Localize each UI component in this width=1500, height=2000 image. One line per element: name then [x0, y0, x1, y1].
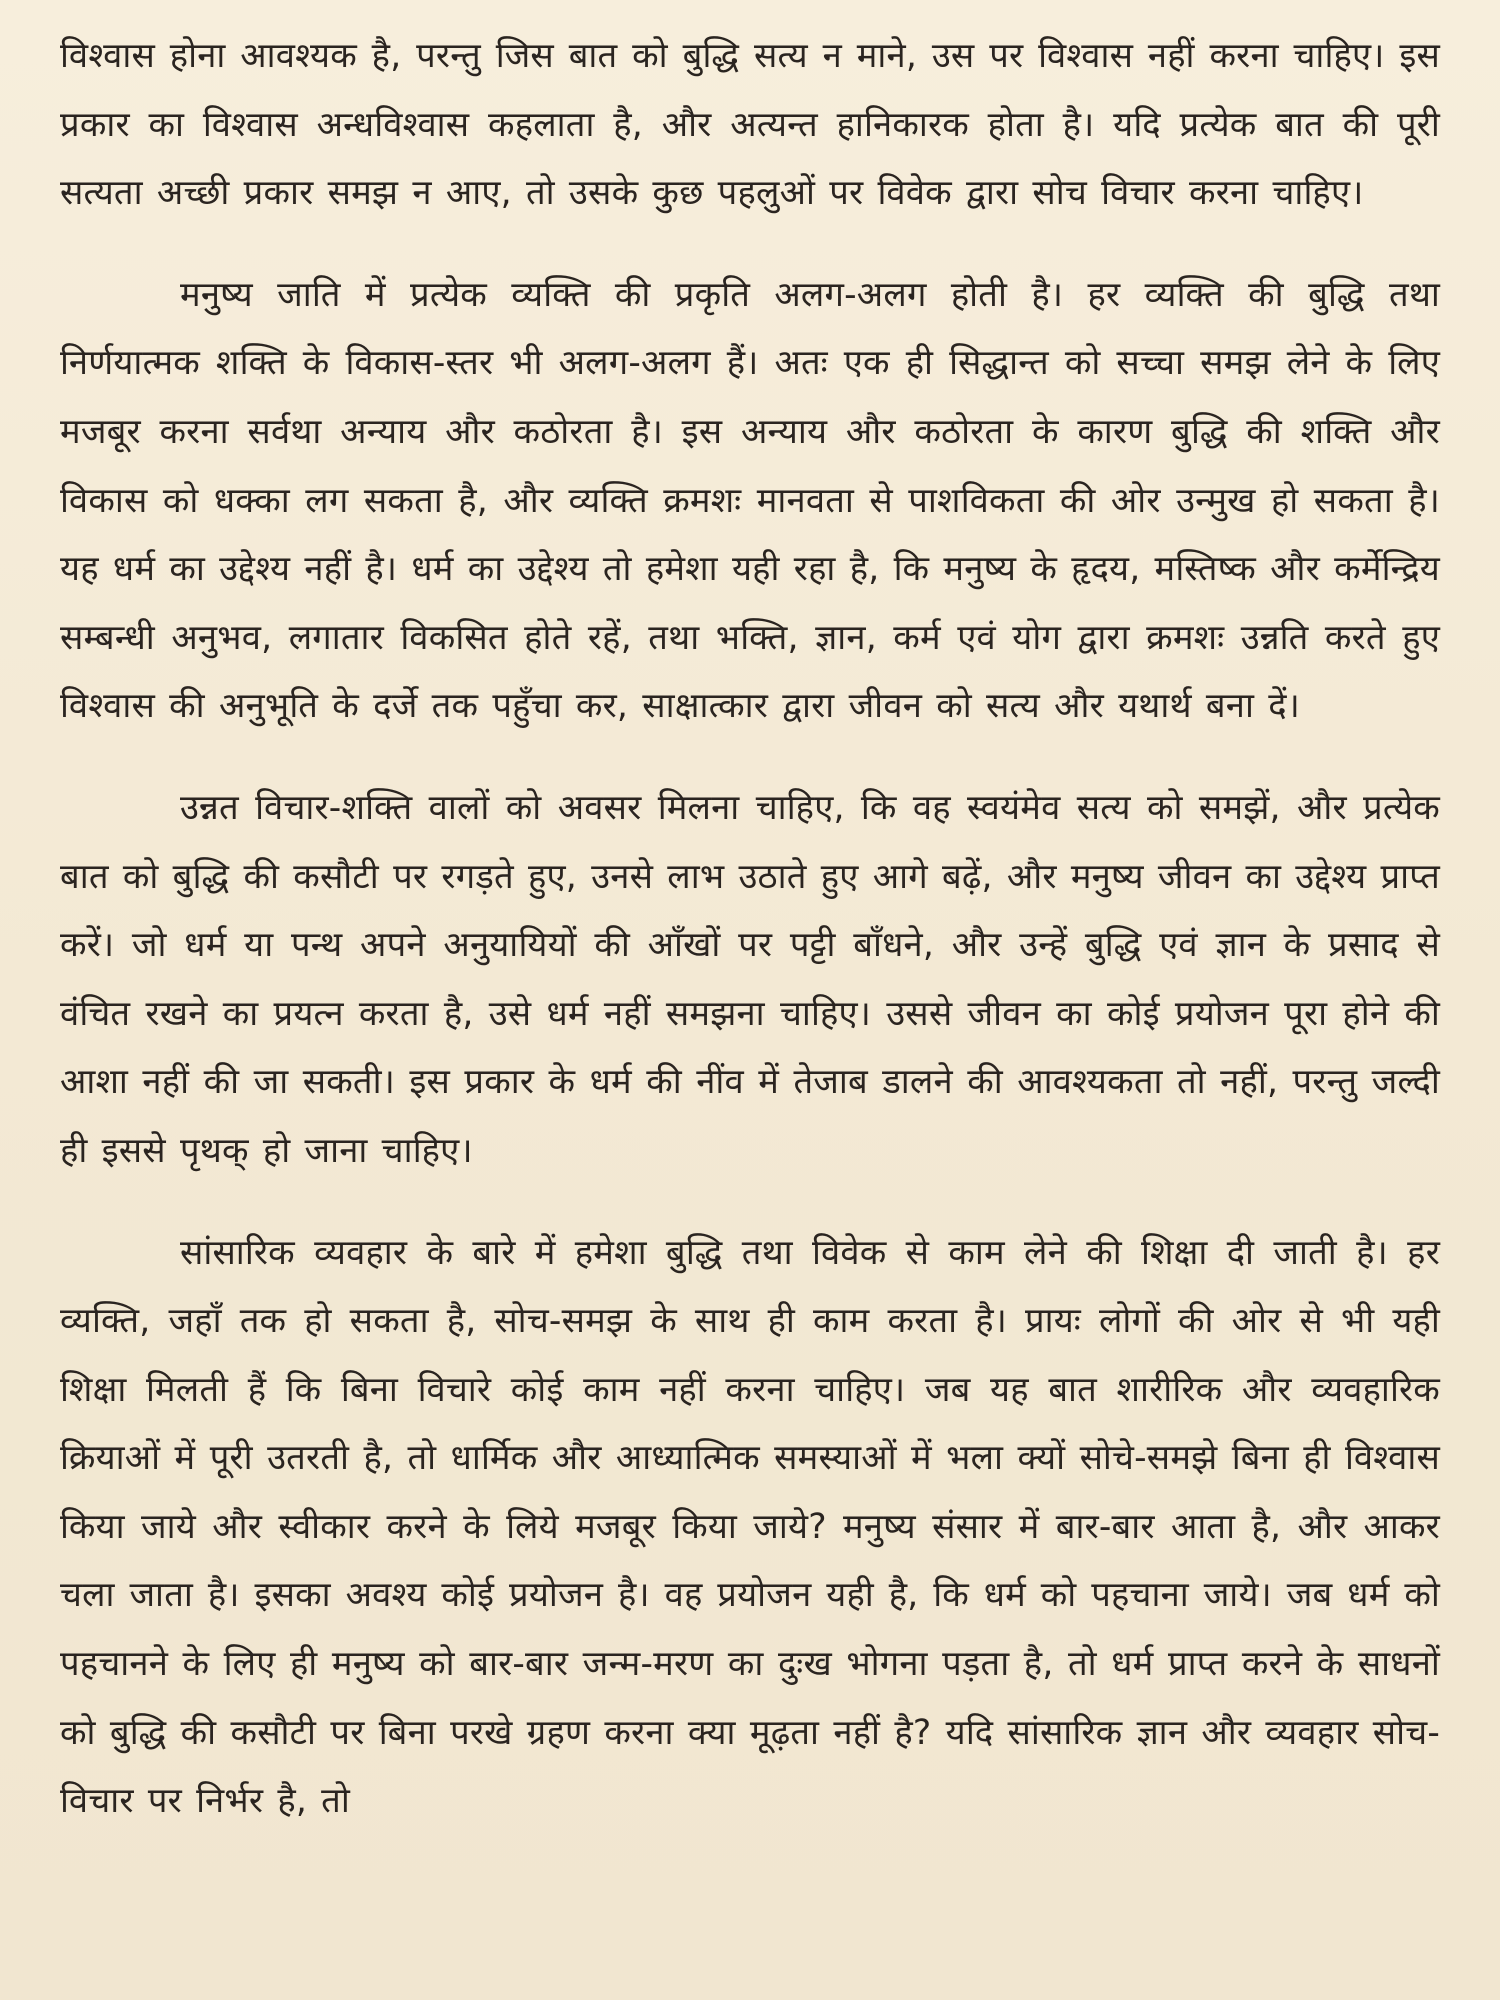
paragraph-2: मनुष्य जाति में प्रत्येक व्यक्ति की प्रकृति अलग-अलग होती है। हर व्यक्ति की बुद्धि तथा निर्णयात्मक शक्ति के विकास-स्तर भी अलग-अलग हैं। अतः एक ही सिद्धान्त को सच्चा समझ लेने के लिए मजबूर करना सर्वथा अन्याय और कठोरता है। इस अन्याय और कठोरता के कारण बुद्धि की शक्ति और विकास को धक्का लग सकता है, और व्यक्ति क्रमशः मानवता से पाशविकता की ओर उन्मुख हो सकता है। यह धर्म का उद्देश्य नहीं है। धर्म का उद्देश्य तो हमेशा यही रहा है, कि मनुष्य के हृदय, मस्तिष्क और कर्मेन्द्रिय सम्बन्धी अनुभव, लगातार विकसित होते रहें, तथा भक्ति, ज्ञान, कर्म एवं योग द्वारा क्रमशः उन्नति करते हुए विश्वास की अनुभूति के दर्जे तक पहुँचा कर, साक्षात्कार द्वारा जीवन को सत्य और यथार्थ बना दें।	[60, 274, 1440, 727]
paragraph-3: उन्नत विचार-शक्ति वालों को अवसर मिलना चाहिए, कि वह स्वयंमेव सत्य को समझें, और प्रत्येक बात को बुद्धि की कसौटी पर रगड़ते हुए, उनसे लाभ उठाते हुए आगे बढ़ें, और मनुष्य जीवन का उद्देश्य प्राप्त करें। जो धर्म या पन्थ अपने अनुयायियों की आँखों पर पट्टी बाँधने, और उन्हें बुद्धि एवं ज्ञान के प्रसाद से वंचित रखने का प्रयत्न करता है, उसे धर्म नहीं समझना चाहिए। उससे जीवन का कोई प्रयोजन पूरा होने की आशा नहीं की जा सकती। इस प्रकार के धर्म की नींव में तेजाब डालने की आवश्यकता तो नहीं, परन्तु जल्दी ही इससे पृथक् हो जाना चाहिए।	[60, 787, 1440, 1171]
paragraph-4: सांसारिक व्यवहार के बारे में हमेशा बुद्धि तथा विवेक से काम लेने की शिक्षा दी जाती है। हर व्यक्ति, जहाँ तक हो सकता है, सोच-समझ के साथ ही काम करता है। प्रायः लोगों की ओर से भी यही शिक्षा मिलती हैं कि बिना विचारे कोई काम नहीं करना चाहिए। जब यह बात शारीरिक और व्यवहारिक क्रियाओं में पूरी उतरती है, तो धार्मिक और आध्यात्मिक समस्याओं में भला क्यों सोचे-समझे बिना ही विश्वास किया जाये और स्वीकार करने के लिये मजबूर किया जाये? मनुष्य संसार में बार-बार आता है, और आकर चला जाता है। इसका अवश्य कोई प्रयोजन है। वह प्रयोजन यही है, कि धर्म को पहचाना जाये। जब धर्म को पहचानने के लिए ही मनुष्य को बार-बार जन्म-मरण का दुःख भोगना पड़ता है, तो धर्म प्राप्त करने के साधनों को बुद्धि की कसौटी पर बिना परखे ग्रहण करना क्या मूढ़ता नहीं है? यदि सांसारिक ज्ञान और व्यवहार सोच-विचार पर निर्भर है, तो	[60, 1232, 1440, 1822]
paragraph-1: विश्वास होना आवश्यक है, परन्तु जिस बात को बुद्धि सत्य न माने, उस पर विश्वास नहीं करना चाहिए। इस प्रकार का विश्वास अन्धविश्वास कहलाता है, और अत्यन्त हानिकारक होता है। यदि प्रत्येक बात की पूरी सत्यता अच्छी प्रकार समझ न आए, तो उसके कुछ पहलुओं पर विवेक द्वारा सोच विचार करना चाहिए।	[60, 36, 1440, 214]
